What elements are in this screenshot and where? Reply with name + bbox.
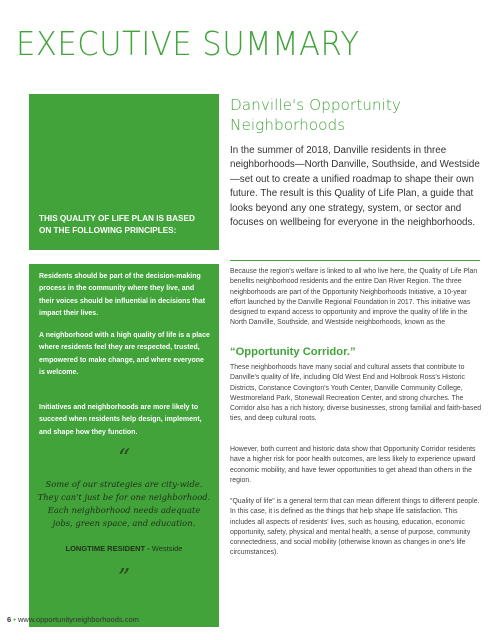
quote-close-mark: ”: [117, 564, 131, 592]
principle-2: A neighborhood with a high quality of life is a place where residents feel they are respected, trusted, empowered to make change, and where everyone is welcome.: [39, 332, 210, 376]
quote-author-separator: -: [145, 544, 152, 553]
intro-paragraph: In the summer of 2018, Danville residents in three neighborhoods—North Danville, Southside, and Westside—set out to create a unified roadmap to shape their own future. The result is this Quality of Life Plan, a guide that looks beyond any one strategy, system, or sector and focuses on wellbeing for everyone in the neighborhoods.: [230, 145, 480, 229]
body-paragraph-2: These neighborhoods have many social and cultural assets that contribute to Danville's quality of life, including Old West End and Holbrook Ross's Historic Districts, Constance Covington's Youth Center, Danville Community College, Westmoreland Park, Stonewall Recreation Center, and strong churches. The Corridor also has a rich history, diverse businesses, strong familial and faith-based ties, and deep cultural roots.: [230, 364, 482, 423]
divider: [230, 260, 480, 261]
body-paragraph-1: Because the region's welfare is linked to all who live here, the Quality of Life Plan benefits neighborhood residents and the entire Dan River Region. The three neighborhoods are part of the Opportunity Neighborhoods Initiative, a 10-year effort launched by the Danville Regional Foundation in 2017. This initiative was designed to expand access to opportunity and improve the quality of life in the North Danville, Southside, and Westside neighborhoods, known as the: [230, 268, 478, 327]
footer-separator: •: [13, 615, 16, 624]
quote-author-name: LONGTIME RESIDENT: [65, 544, 146, 553]
principles-heading: THIS QUALITY OF LIFE PLAN IS BASED ON THE FOLLOWING PRINCIPLES:: [39, 214, 195, 235]
page-number: 6: [7, 615, 12, 624]
quote-open-mark: “: [117, 444, 131, 472]
page-footer: [7, 615, 139, 624]
quote-author-location: Westside: [151, 544, 183, 553]
quote-author: [29, 544, 219, 553]
principles-header-box: [29, 94, 219, 250]
page-title: EXECUTIVE SUMMARY: [16, 24, 360, 63]
body-paragraph-4: "Quality of life" is a general term that can mean different things to different people. In this case, it is defined as the things that help shape life satisfaction. This includes all aspects of residents' lives, such as housing, education, economic opportunity, safety, physical and mental health, a sense of purpose, community connectedness, and social mobility (otherwise known as changes in one's life circumstances).: [230, 498, 480, 557]
section-heading: Danville's Opportunity Neighborhoods: [230, 96, 401, 134]
principle-1: Residents should be part of the decision-making process in the community where they live, and their voices should be influential in decisions that impact their lives.: [39, 273, 206, 317]
principle-3: Initiatives and neighborhoods are more likely to succeed when residents help design, implement, and shape how they function.: [39, 404, 202, 436]
body-paragraph-3: However, both current and historic data show that Opportunity Corridor residents have a higher risk for poor health outcomes, are less likely to experience upward economic mobility, and have fewer opportunities to get ahead than others in the region.: [230, 446, 476, 484]
quote-text: Some of our strategies are city-wide. They can't just be for one neighborhood. Each neighborhood needs adequate jobs, green space, and education.: [37, 479, 211, 528]
opportunity-corridor-callout: “Opportunity Corridor.”: [230, 346, 356, 358]
principles-box: [29, 264, 219, 627]
footer-url: www.opportunityneighborhoods.com: [18, 615, 139, 624]
